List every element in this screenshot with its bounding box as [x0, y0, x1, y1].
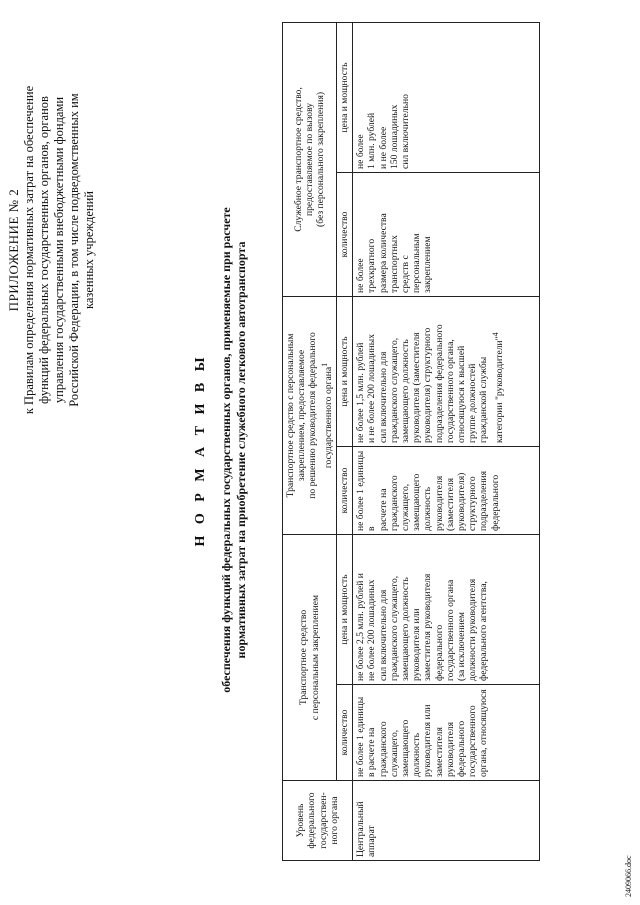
footnote-mark: 4: [490, 332, 500, 337]
table-row: [353, 22, 540, 860]
appendix-line: к Правилам определения нормативных затрат на обеспечение: [22, 85, 36, 415]
subheader-price-power: цена и мощность: [337, 296, 353, 446]
cell-personal-quantity: не более 1 единицы в расчете на гражданского служащего, замещающего должность руководителя или заместителя руководителя федерального государственного органа, относящуюся: [353, 685, 540, 781]
column-header-level: Уровень федерального государствен- ного органа: [283, 781, 353, 861]
subheader-price-power: цена и мощность: [337, 22, 353, 172]
row-label-central-apparatus: Центральный аппарат: [353, 781, 540, 861]
norms-table: [282, 22, 540, 861]
subheader-quantity: количество: [337, 172, 353, 296]
subheader-quantity: количество: [337, 685, 353, 781]
document-heading: [193, 125, 249, 775]
cell-decision-price: не более 1,5 млн. рублей и не более 200 лошадиных сил включительно для гражданского служащего, замещающего должность руководителя (заместителя руководителя) структурного подразделения федерального государственного органа, относящуюся к высшей группе должностей гражданской службы категории "руководители"$^4$: [353, 296, 540, 446]
footnote-mark: 1: [319, 362, 329, 367]
appendix-line: казенных учреждений: [82, 190, 96, 310]
appendix-header: [6, 15, 97, 485]
column-header-on-call-vehicle: Служебное транспортное средство, предоставляемое по вызову (без персонального закрепления): [283, 22, 337, 296]
table-header-row: [283, 22, 337, 860]
subheader-price-power: цена и мощность: [337, 534, 353, 684]
heading-subtitle-line: нормативных затрат на приобретение служебного легкового автотранспорта: [234, 241, 248, 659]
document-number: 2409066.doc: [624, 855, 633, 897]
column-header-personal-vehicle: Транспортное средство с персональным закреплением: [283, 534, 337, 780]
cell-personal-price: не более 2,5 млн. рублей и не более 200 лошадиных сил включительно для гражданского служащего, замещающего должность руководителя или заместителя руководителя федерального государственного органа (за исключением должности руководителя федерального агентства,: [353, 534, 540, 684]
appendix-line: управления государственными внебюджетными фондами: [52, 96, 66, 404]
cell-on-call-price: не более 1 млн. рублей и не более 150 лошадиных сил включительно: [353, 22, 540, 172]
subheader-quantity: количество: [337, 446, 353, 534]
cell-on-call-quantity: не более трехкратного размера количества транспортных средств с персональным закреплением: [353, 172, 540, 296]
column-header-decision-vehicle: Транспортное средство с персональным закреплением, предоставляемое по решению руководителя федерального государственного органа$^1$: [283, 296, 337, 534]
heading-title: Н О Р М А Т И В Ы: [193, 353, 208, 547]
appendix-title: ПРИЛОЖЕНИЕ № 2: [6, 188, 21, 312]
heading-subtitle-line: обеспечения функций федеральных государственных органов, применяемые при расчете: [219, 207, 233, 693]
appendix-line: Российской Федерации, в том числе подведомственных им: [67, 93, 81, 407]
appendix-line: функций федеральных государственных органов, органов: [37, 96, 51, 404]
table-subheader-row: [337, 22, 353, 860]
cell-decision-quantity: не более 1 единицы в расчете на гражданского служащего, замещающего должность руководителя (заместителя руководителя) структурного подразделения федерального: [353, 446, 540, 534]
